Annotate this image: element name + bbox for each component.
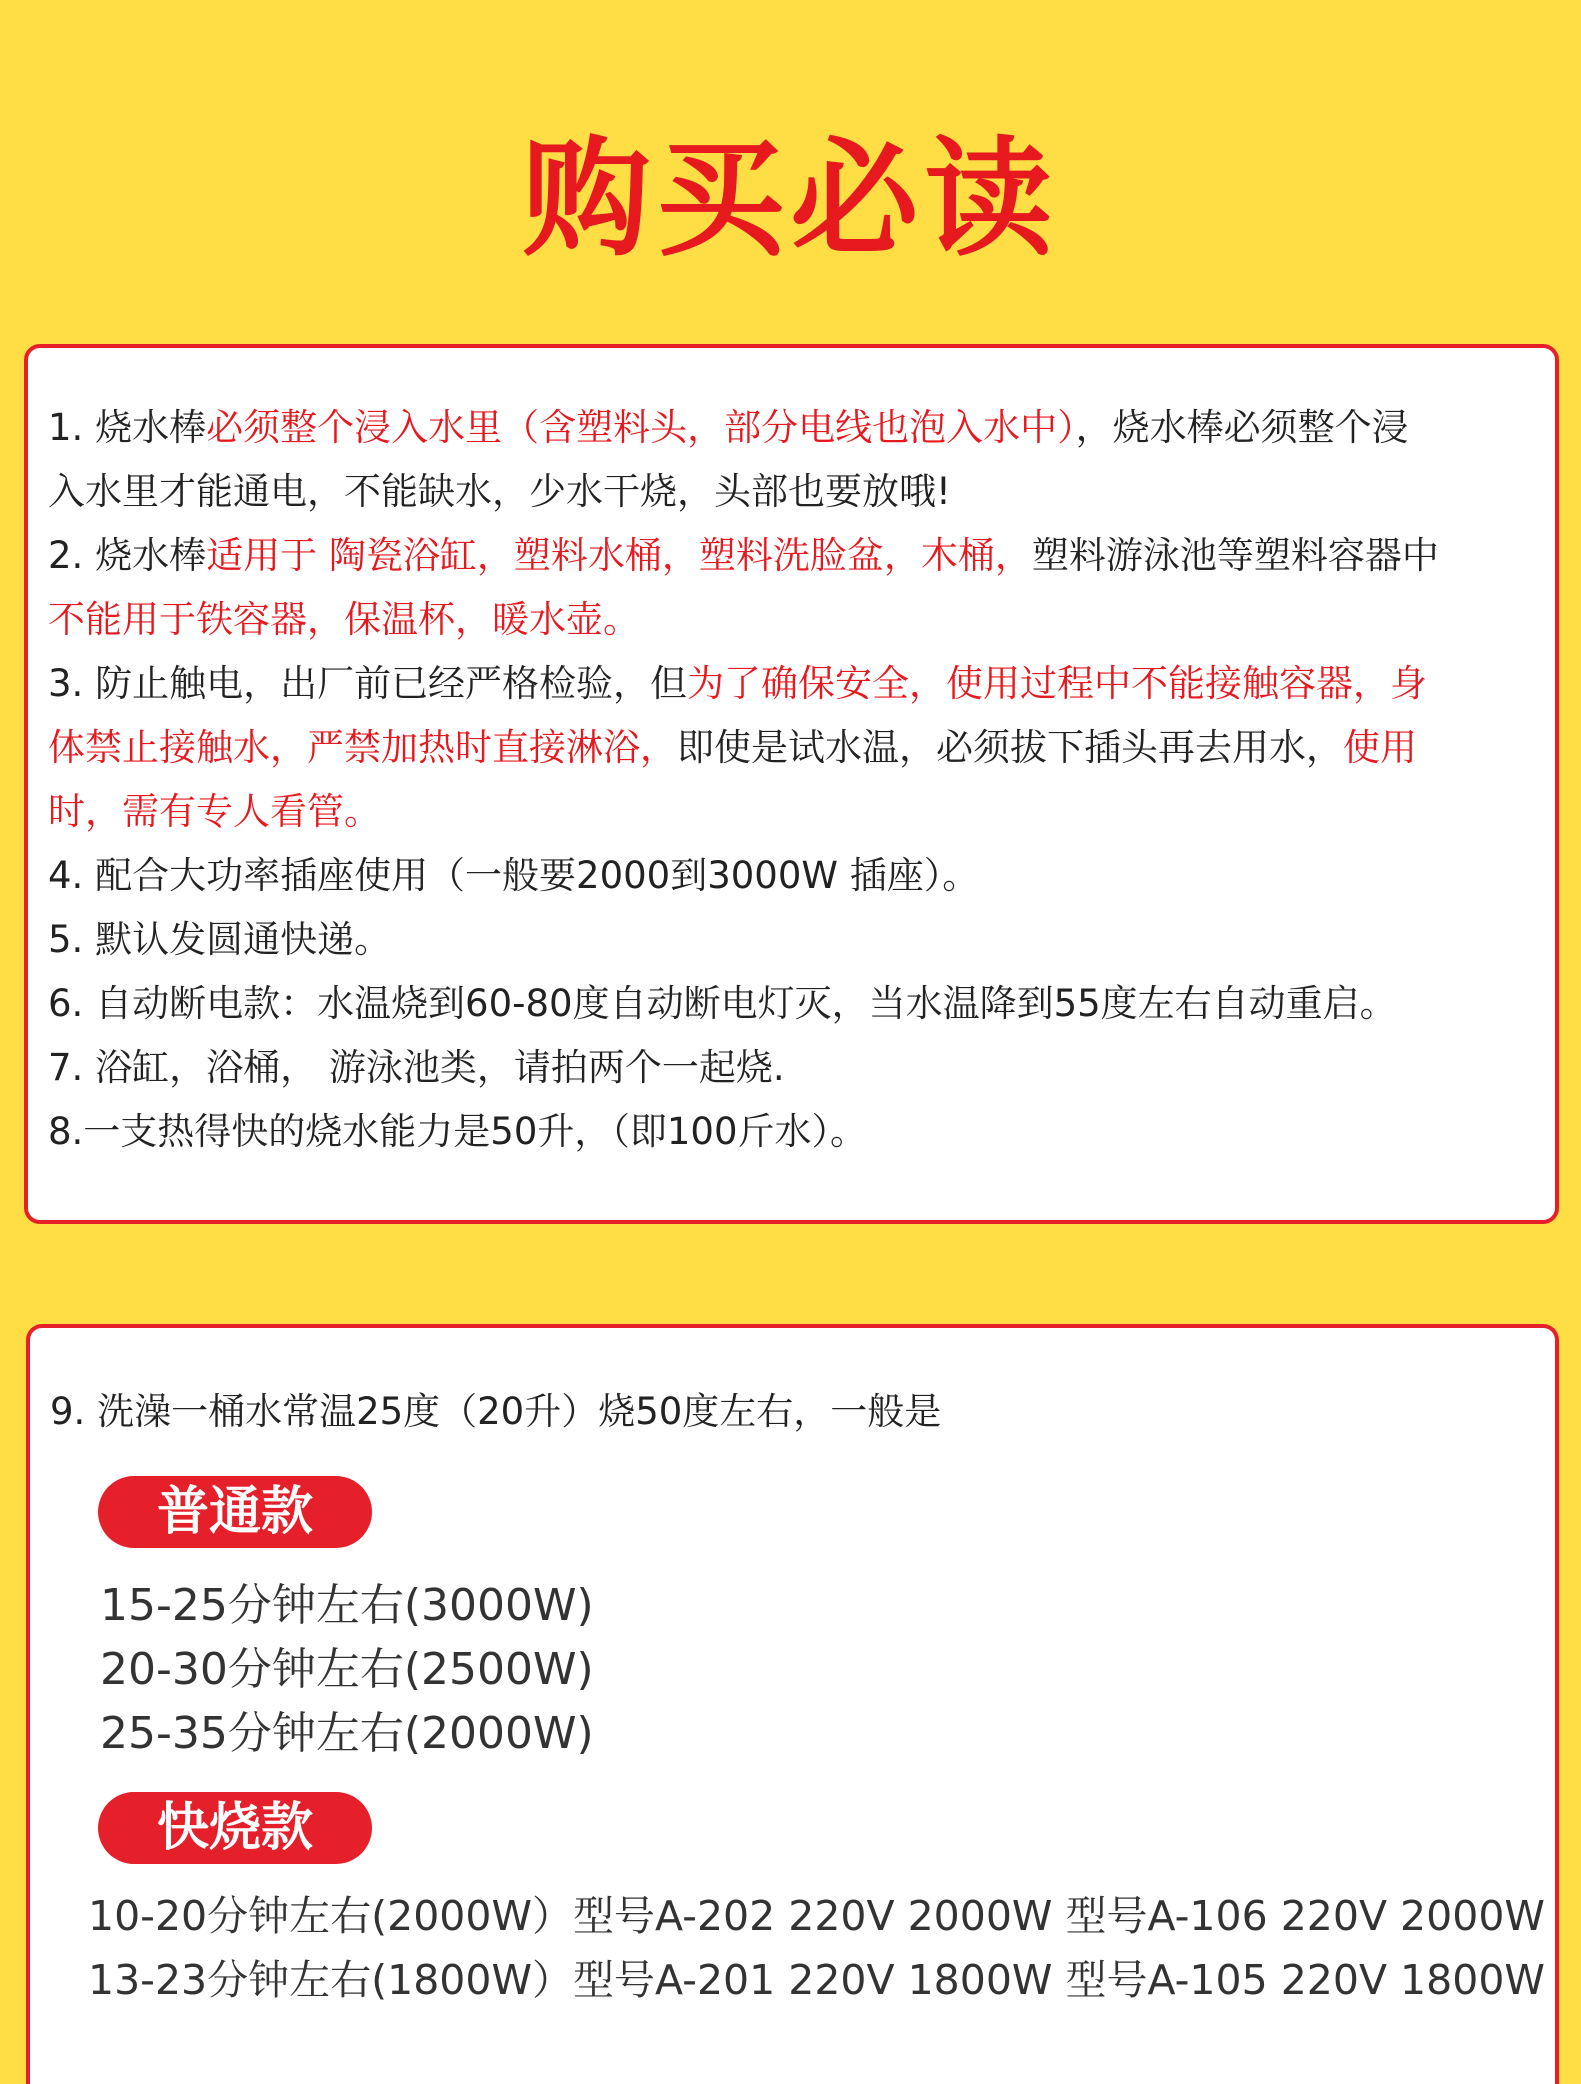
note-line [48, 780, 1535, 844]
note-line [48, 844, 1535, 908]
note-text: 3. 防止触电，出厂前已经严格检验，但 [48, 662, 688, 705]
note-line [48, 396, 1535, 460]
note-line [48, 1100, 1535, 1164]
note-text: 塑料游泳池等塑料容器中 [1031, 534, 1439, 577]
heating-time-intro: 9. 洗澡一桶水常温25度（20升）烧50度左右，一般是 [50, 1390, 942, 1433]
note-highlight: 必须整个浸入水里（含塑料头，部分电线也泡入水中） [206, 406, 1076, 449]
note-text: 8.一支热得快的烧水能力是50升，（即100斤水）。 [48, 1110, 868, 1153]
list-item: 20-30分钟左右(2500W) [100, 1644, 594, 1695]
page-title: 购买必读 [522, 125, 1059, 274]
note-text: 1. 烧水棒 [48, 406, 207, 449]
note-line [48, 908, 1535, 972]
list-item: 13-23分钟左右(1800W）型号A-201 220V 1800W 型号A-105 220V 1800W [88, 1956, 1545, 2004]
note-text: 2. 烧水棒 [48, 534, 207, 577]
note-line [48, 524, 1535, 588]
note-text: 5. 默认发圆通快递。 [48, 918, 392, 961]
list-item: 10-20分钟左右(2000W）型号A-202 220V 2000W 型号A-106 220V 2000W [88, 1892, 1545, 1940]
note-highlight: 体禁止接触水，严禁加热时直接淋浴， [48, 726, 677, 769]
heating-time-card [26, 1324, 1559, 2084]
note-line [48, 1036, 1535, 1100]
note-text: 4. 配合大功率插座使用（一般要2000到3000W 插座）。 [48, 854, 980, 897]
note-highlight: 适用于 陶瓷浴缸，塑料水桶，塑料洗脸盆，木桶， [206, 534, 1032, 577]
note-line [48, 460, 1535, 524]
note-highlight: 使用 [1343, 726, 1417, 769]
note-text: 6. 自动断电款：水温烧到60-80度自动断电灯灭，当水温降到55度左右自动重启。 [48, 982, 1397, 1025]
note-highlight: 不能用于铁容器，保温杯，暖水壶。 [48, 598, 640, 641]
note-highlight: 时，需有专人看管。 [48, 790, 381, 833]
fast-model-times [88, 1884, 1545, 2012]
list-item: 25-35分钟左右(2000W) [100, 1708, 594, 1759]
note-text: ，烧水棒必须整个浸 [1075, 406, 1409, 449]
note-highlight: 为了确保安全，使用过程中不能接触容器，身 [687, 662, 1428, 705]
normal-model-times [100, 1574, 594, 1766]
note-text: 即使是试水温，必须拔下插头再去用水， [677, 726, 1343, 769]
note-text: 7. 浴缸，浴桶， 游泳池类，请拍两个一起烧. [48, 1046, 785, 1089]
note-text: 入水里才能通电，不能缺水，少水干烧，头部也要放哦! [48, 470, 951, 513]
note-line [48, 652, 1535, 716]
fast-model-badge: 快烧款 [98, 1792, 372, 1864]
notes-list [48, 396, 1535, 1164]
note-line [48, 716, 1535, 780]
note-line [48, 972, 1535, 1036]
purchase-notes-card [24, 344, 1559, 1224]
list-item: 15-25分钟左右(3000W) [100, 1580, 594, 1631]
normal-model-badge: 普通款 [98, 1476, 372, 1548]
note-line [48, 588, 1535, 652]
